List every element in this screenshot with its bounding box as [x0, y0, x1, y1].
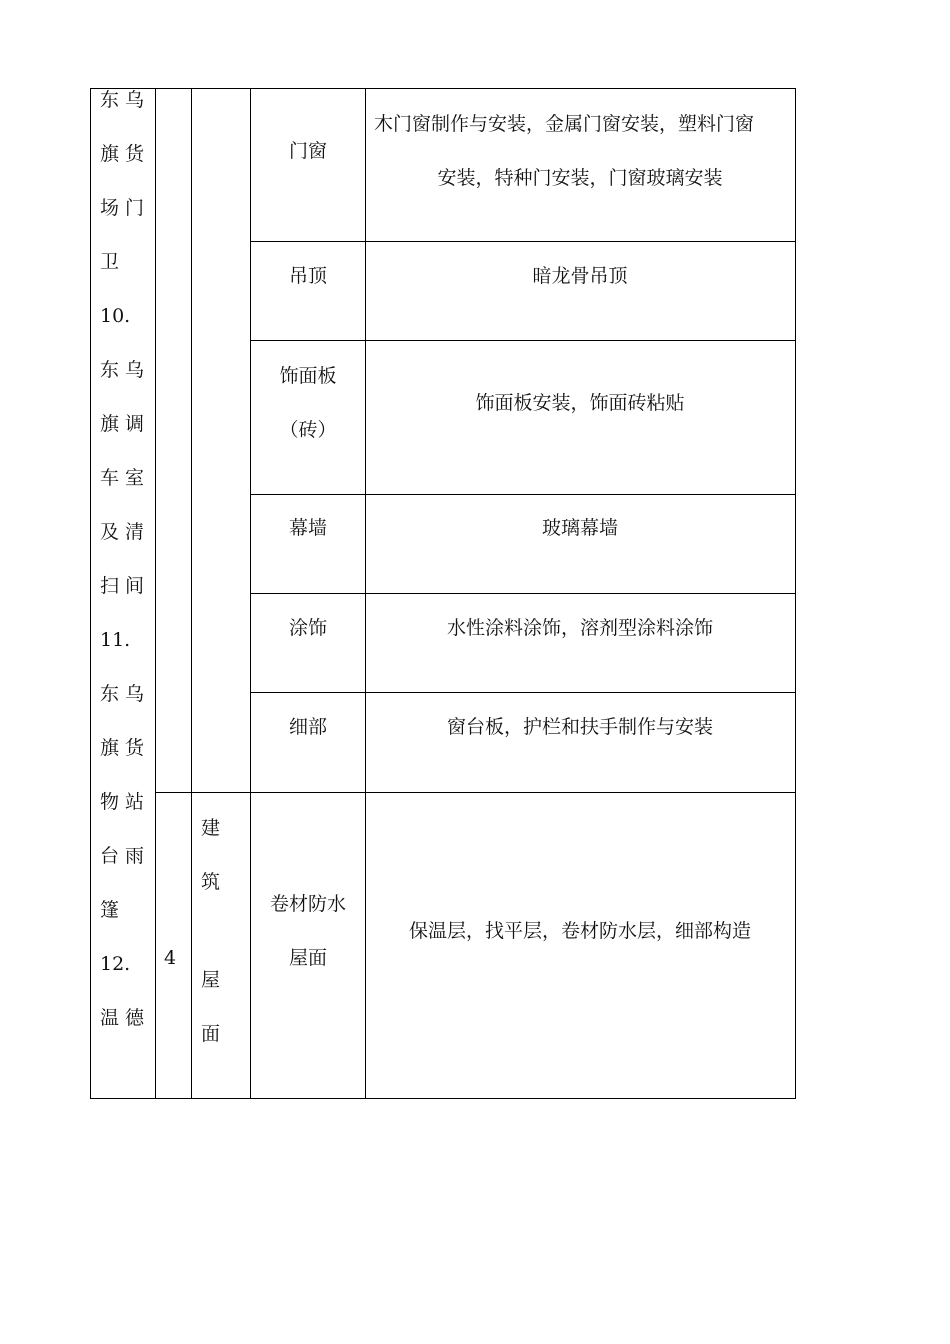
project-name-line: 东 乌 — [100, 89, 145, 111]
project-name-line: 东 乌 — [100, 359, 145, 381]
row-divider — [250, 241, 796, 242]
row-divider — [250, 593, 796, 594]
item-name: 细部 — [288, 716, 328, 738]
sequence-number: 4 — [164, 947, 177, 969]
project-name-line: 温 德 — [100, 1007, 145, 1029]
item-content: 安装，特种门安装，门窗玻璃安装 — [437, 167, 723, 189]
item-name: 门窗 — [288, 140, 328, 162]
column-divider — [191, 88, 192, 1099]
item-name: 卷材防水 — [269, 893, 347, 915]
item-content: 窗台板，护栏和扶手制作与安装 — [446, 716, 714, 738]
table-border-bottom — [90, 1098, 796, 1099]
item-content: 暗龙骨吊顶 — [532, 265, 628, 287]
project-name-line: 扫 间 — [100, 575, 145, 597]
project-name-line: 旗 调 — [100, 413, 145, 435]
item-content: 木门窗制作与安装，金属门窗安装，塑料门窗 — [374, 113, 755, 135]
category-char: 建 — [201, 817, 221, 839]
project-name-line: 卫 — [100, 251, 120, 273]
project-name-line: 12. — [100, 953, 131, 975]
item-name: （砖） — [279, 419, 337, 441]
row-divider — [250, 692, 796, 693]
column-divider — [155, 88, 156, 1099]
project-name-line: 篷 — [100, 899, 120, 921]
category-char: 面 — [201, 1023, 221, 1045]
item-name: 屋面 — [288, 947, 328, 969]
project-name-line: 场 门 — [100, 197, 145, 219]
project-name-line: 及 清 — [100, 521, 145, 543]
table-border-left — [90, 88, 91, 1099]
category-char: 筑 — [201, 871, 221, 893]
row-divider — [250, 340, 796, 341]
item-content: 保温层，找平层，卷材防水层，细部构造 — [408, 920, 752, 942]
project-name-line: 旗 货 — [100, 737, 145, 759]
project-name-line: 物 站 — [100, 791, 145, 813]
project-name-line: 台 雨 — [100, 845, 145, 867]
table-border-top — [90, 88, 796, 89]
project-name-line: 10. — [100, 305, 131, 327]
item-content: 饰面板安装，饰面砖粘贴 — [475, 392, 685, 414]
project-name-line: 11. — [100, 629, 131, 651]
item-name: 饰面板 — [279, 365, 337, 387]
item-name: 涂饰 — [288, 617, 328, 639]
row-divider — [155, 792, 796, 793]
project-name-line: 车 室 — [100, 467, 145, 489]
category-char: 屋 — [201, 969, 221, 991]
project-name-line: 旗 货 — [100, 143, 145, 165]
item-name: 吊顶 — [288, 265, 328, 287]
item-content: 水性涂料涂饰，溶剂型涂料涂饰 — [446, 617, 714, 639]
item-content: 玻璃幕墙 — [541, 517, 619, 539]
item-name: 幕墙 — [288, 517, 328, 539]
project-name-line: 东 乌 — [100, 683, 145, 705]
row-divider — [250, 494, 796, 495]
